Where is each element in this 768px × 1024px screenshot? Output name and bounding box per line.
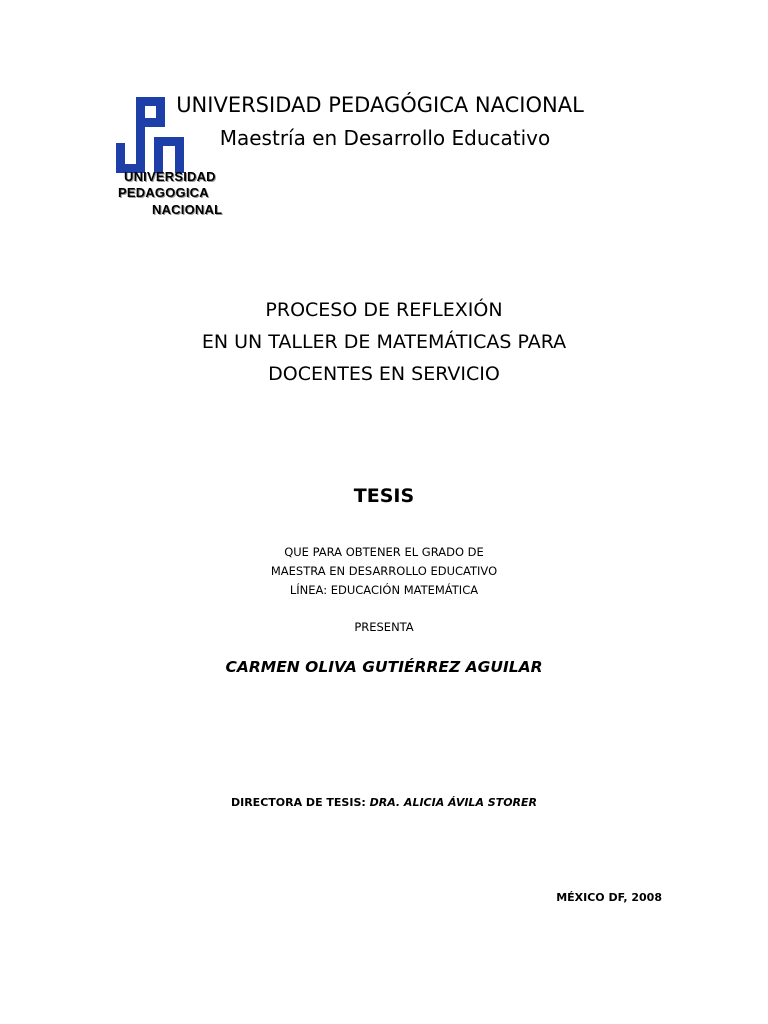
director-label: DIRECTORA DE TESIS: (230, 796, 366, 809)
author-name: CARMEN OLIVA GUTIÉRREZ AGUILAR (225, 658, 543, 676)
degree-line-2: MAESTRA EN DESARROLLO EDUCATIVO (270, 564, 498, 578)
program-name: Maestría en Desarrollo Educativo (219, 126, 551, 150)
degree-statement (184, 543, 584, 600)
thesis-title-line-3: DOCENTES EN SERVICIO (268, 363, 500, 385)
degree-line-3: LÍNEA: EDUCACIÓN MATEMÁTICA (289, 583, 479, 597)
document-type: TESIS (353, 485, 415, 507)
director-name: DRA. ALICIA ÁVILA STORER (369, 796, 538, 809)
thesis-title (84, 294, 684, 390)
thesis-title-line-2: EN UN TALLER DE MATEMÁTICAS PARA (201, 331, 567, 353)
university-name: UNIVERSIDAD PEDAGÓGICA NACIONAL (176, 93, 584, 117)
thesis-title-line-1: PROCESO DE REFLEXIÓN (265, 299, 503, 321)
presenta-label: PRESENTA (354, 620, 414, 634)
thesis-director (134, 796, 634, 809)
logo-text-line-2: PEDAGOGICA (118, 185, 209, 200)
degree-line-1: QUE PARA OBTENER EL GRADO DE (284, 545, 484, 559)
logo-text-line-3: NACIONAL (152, 202, 223, 217)
logo-text-line-1: UNIVERSIDAD (124, 169, 216, 184)
place-and-date: MÉXICO DF, 2008 (556, 891, 662, 904)
